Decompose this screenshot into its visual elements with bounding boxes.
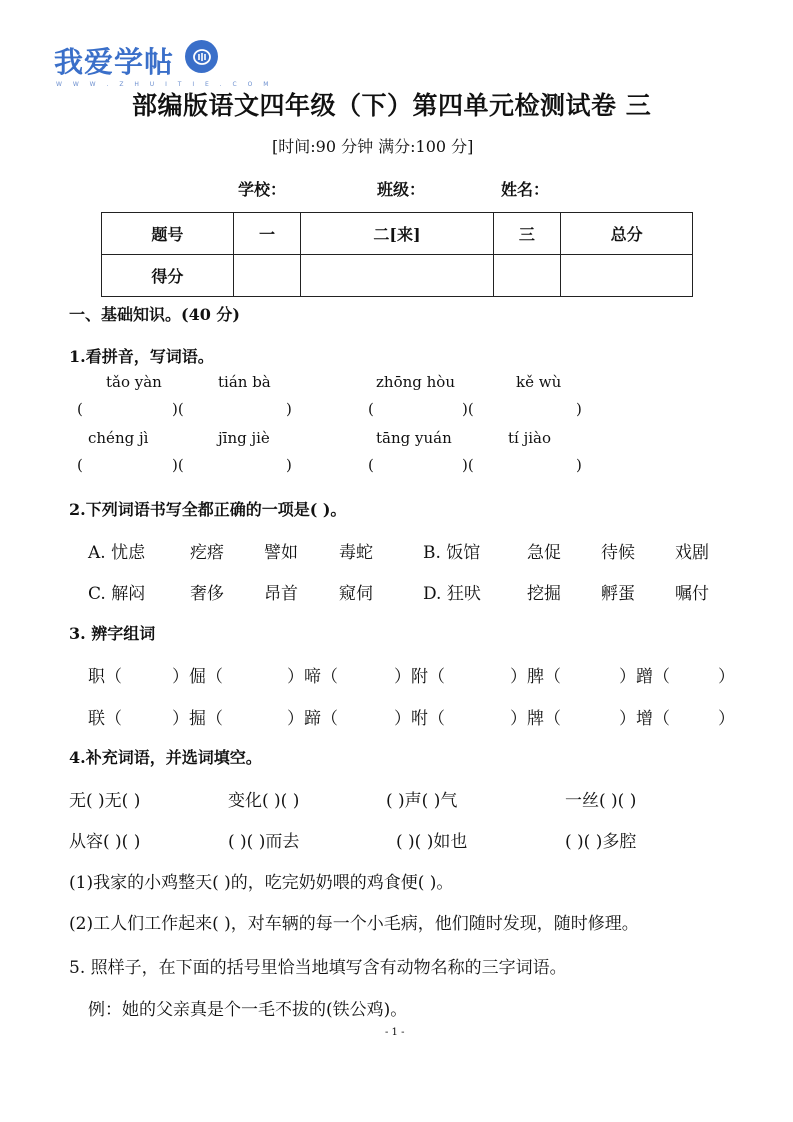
option-word: 譬如 [264, 543, 298, 563]
table-header-cell: 一 [233, 213, 301, 255]
answer-bracket[interactable]: )( [172, 400, 184, 418]
idiom-blank: ( )声( )气 [386, 791, 458, 811]
option-word: A. 忧虑 [88, 543, 146, 563]
table-header-cell: 三 [493, 213, 561, 255]
class-label: 班级： [377, 180, 426, 199]
question-1-title: 1.看拼音，写词语。 [69, 347, 214, 366]
char-item: ）附（ [394, 667, 445, 687]
answer-bracket[interactable]: )( [462, 456, 474, 474]
char-item: ）牌（ [510, 709, 561, 729]
pinyin: tián bà [218, 373, 271, 391]
answer-bracket[interactable]: ) [576, 400, 582, 418]
char-item: ）咐（ [394, 709, 445, 729]
char-item: ） [718, 667, 735, 687]
char-item: ）掘（ [172, 709, 223, 729]
answer-bracket[interactable]: ) [576, 456, 582, 474]
option-word: C. 解闷 [88, 584, 146, 604]
question-5-title: 5. 照样子，在下面的括号里恰当地填写含有动物名称的三字词语。 [69, 958, 567, 978]
table-row [102, 255, 693, 297]
name-label: 姓名： [501, 180, 550, 199]
example-sentence: 例：她的父亲真是个一毛不拔的(铁公鸡)。 [88, 1000, 408, 1020]
score-cell[interactable] [493, 255, 561, 297]
answer-bracket[interactable]: )( [462, 400, 474, 418]
answer-bracket[interactable]: ( [368, 456, 374, 474]
pinyin: tāng yuán [376, 429, 452, 447]
answer-bracket[interactable]: ) [286, 456, 292, 474]
char-item: ）蹭（ [619, 667, 670, 687]
char-item: ） [718, 709, 735, 729]
table-header-cell: 二[来] [301, 213, 493, 255]
char-item: ）增（ [619, 709, 670, 729]
answer-bracket[interactable]: )( [172, 456, 184, 474]
idiom-blank: 从容( )( ) [69, 832, 141, 852]
char-item: 联（ [88, 709, 122, 729]
table-row [102, 213, 693, 255]
pinyin: kě wù [516, 373, 562, 391]
idiom-blank: ( )( )而去 [228, 832, 300, 852]
answer-bracket[interactable]: ( [77, 400, 83, 418]
score-cell[interactable] [561, 255, 693, 297]
option-word: 待候 [601, 543, 635, 563]
idiom-blank: ( )( )多腔 [565, 832, 637, 852]
char-item: ）蹄（ [287, 709, 338, 729]
score-table [101, 212, 693, 297]
idiom-blank: 无( )无( ) [69, 791, 141, 811]
pinyin: tǎo yàn [106, 373, 162, 391]
char-item: 职（ [88, 667, 122, 687]
idiom-blank: 变化( )( ) [228, 791, 300, 811]
option-word: 窥伺 [339, 584, 373, 604]
speech-bubble-icon [185, 40, 218, 73]
pinyin: tí jiào [508, 429, 552, 447]
char-item: ）倔（ [172, 667, 223, 687]
option-word: B. 饭馆 [423, 543, 481, 563]
table-header-cell: 总分 [561, 213, 693, 255]
score-cell[interactable] [301, 255, 493, 297]
pinyin: chéng jì [88, 429, 149, 447]
page-number: - 1 - [385, 1027, 405, 1038]
exam-time-score: [时间:90 分钟 满分:100 分] [272, 137, 474, 156]
answer-bracket[interactable]: ( [368, 400, 374, 418]
char-item: ）脾（ [510, 667, 561, 687]
question-3-title: 3. 辨字组词 [69, 624, 156, 643]
table-header-cell: 题号 [102, 213, 234, 255]
table-row-label: 得分 [102, 255, 234, 297]
pinyin: jīng jiè [218, 429, 270, 447]
page-title: 部编版语文四年级（下）第四单元检测试卷 三 [132, 91, 652, 120]
option-word: D. 狂吠 [423, 584, 481, 604]
fill-sentence: (2)工人们工作起来( )，对车辆的每一个小毛病，他们随时发现，随时修理。 [69, 914, 639, 934]
char-item: ）啼（ [287, 667, 338, 687]
option-word: 毒蛇 [339, 543, 373, 563]
option-word: 挖掘 [527, 584, 561, 604]
idiom-blank: 一丝( )( ) [565, 791, 637, 811]
option-word: 奢侈 [190, 584, 224, 604]
option-word: 昂首 [264, 584, 298, 604]
option-word: 急促 [527, 543, 561, 563]
score-cell[interactable] [233, 255, 301, 297]
logo-subtext: W W W . Z H U I T I E . C O M [56, 81, 273, 88]
question-2-title: 2.下列词语书写全都正确的一项是( )。 [69, 500, 347, 519]
answer-bracket[interactable]: ( [77, 456, 83, 474]
option-word: 疙瘩 [190, 543, 224, 563]
school-label: 学校： [238, 180, 287, 199]
pinyin: zhōng hòu [376, 373, 455, 391]
option-word: 戏剧 [675, 543, 709, 563]
question-4-title: 4.补充词语，并选词填空。 [69, 748, 262, 767]
answer-bracket[interactable]: ) [286, 400, 292, 418]
fill-sentence: (1)我家的小鸡整天( )的，吃完奶奶喂的鸡食便( )。 [69, 873, 454, 893]
option-word: 孵蛋 [601, 584, 635, 604]
section-title: 一、基础知识。(40 分) [69, 305, 240, 324]
logo-text: 我爱学帖 [54, 45, 175, 79]
option-word: 嘱付 [675, 584, 709, 604]
idiom-blank: ( )( )如也 [396, 832, 468, 852]
